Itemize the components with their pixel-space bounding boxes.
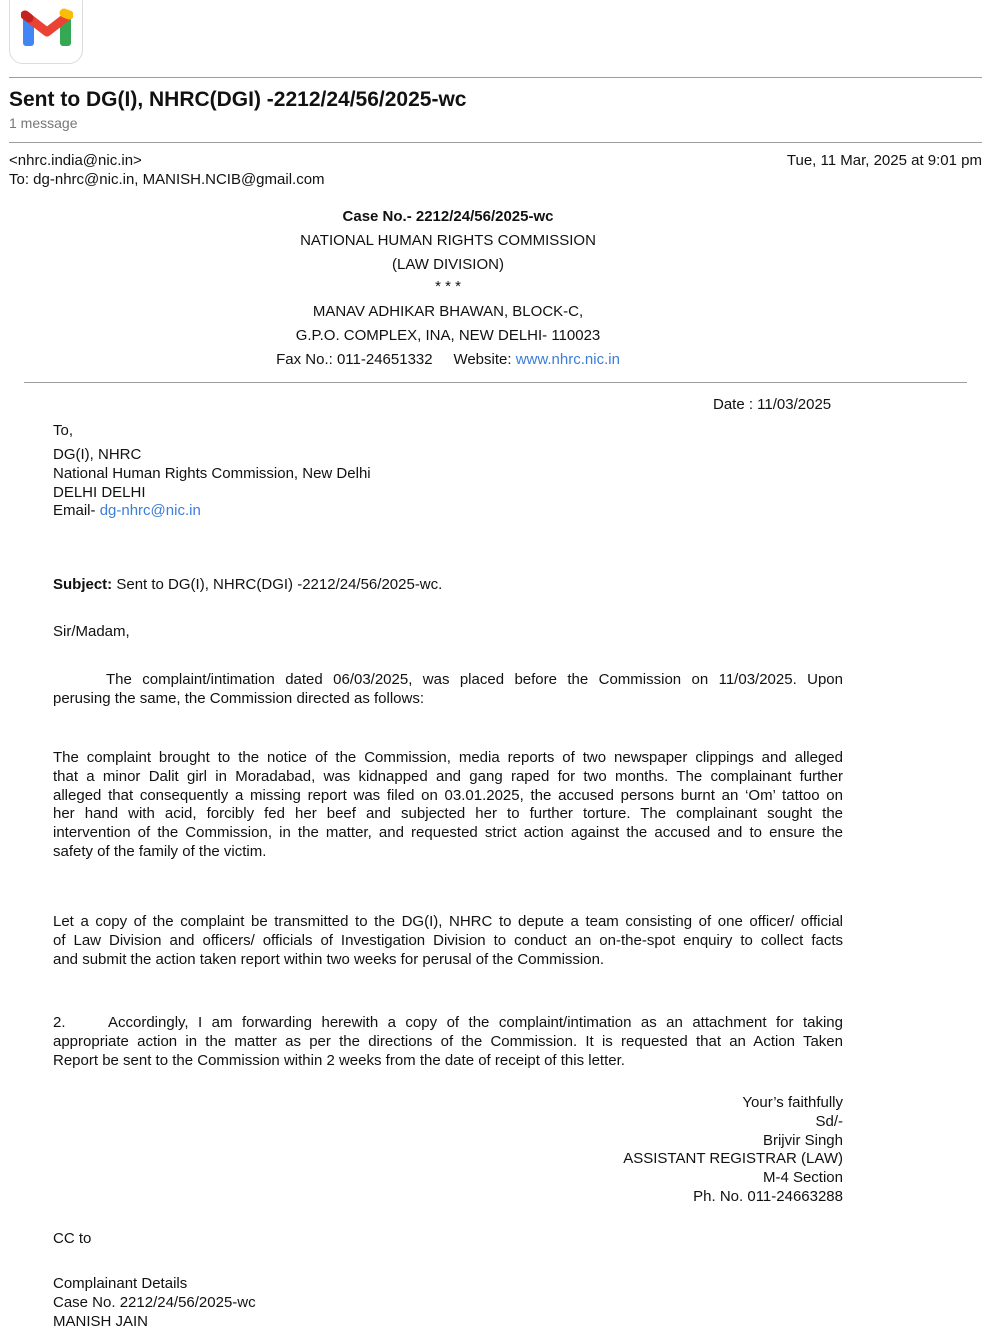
paragraph-line: Report be sent to the Commission within 2 weeks from the date of receipt of this letter. <box>53 1051 625 1069</box>
paragraph-2 <box>53 749 843 862</box>
gmail-logo <box>9 0 83 64</box>
paragraph-1 <box>53 671 843 709</box>
separator-stars: * * * <box>435 278 461 295</box>
subject-text: Sent to DG(I), NHRC(DGI) -2212/24/56/2025-wc. <box>116 576 443 593</box>
complainant-line: Case No. 2212/24/56/2025-wc <box>53 1293 256 1311</box>
subject-line <box>53 576 843 595</box>
recipient-block <box>53 446 843 521</box>
paragraph-line: that a minor Dalit girl in Moradabad, was kidnapped and gang raped for two months. The complainant further <box>53 767 843 785</box>
paragraph-line: The complaint brought to the notice of the Commission, media reports of two newspaper clippings and alleged <box>53 749 843 766</box>
letterhead-divider <box>24 382 967 383</box>
complainant-line: Complainant Details <box>53 1275 188 1292</box>
complainant-block <box>53 1275 843 1331</box>
paragraph-line: alleged that consequently a missing report was filed on 03.01.2025, the accused persons burnt an ‘Om’ tattoo on <box>53 786 843 804</box>
message-count: 1 message <box>9 115 78 131</box>
signature-block <box>623 1094 843 1207</box>
signature-line: Your’s faithfully <box>742 1094 843 1111</box>
paragraph-line: Accordingly, I am forwarding herewith a copy of the complaint/intimation as an attachment for taking <box>108 1014 843 1031</box>
paragraph-4 <box>53 1014 843 1070</box>
website-label: Website: <box>453 351 512 368</box>
to-label: To, <box>53 422 74 439</box>
signature-line: Sd/- <box>815 1112 843 1130</box>
gmail-m-icon <box>21 7 73 47</box>
header-divider <box>9 77 982 78</box>
address-line-2: G.P.O. COMPLEX, INA, NEW DELHI- 110023 <box>295 327 601 344</box>
division-name: (LAW DIVISION) <box>392 256 504 273</box>
website-link[interactable]: www.nhrc.nic.in <box>515 351 620 368</box>
complainant-line: MANISH JAIN <box>53 1312 149 1330</box>
letter-date: Date : 11/03/2025 <box>713 396 832 413</box>
paragraph-number: 2. <box>53 1014 66 1031</box>
contact-line <box>0 351 896 368</box>
paragraph-line: perusing the same, the Commission directed as follows: <box>53 689 425 707</box>
email-label: Email- <box>53 502 96 520</box>
cc-label: CC to <box>53 1230 92 1247</box>
paragraph-line: intervention of the Commission, in the matter, and requested strict action against the accused and to ensure the <box>53 824 843 842</box>
email-date: Tue, 11 Mar, 2025 at 9:01 pm <box>786 152 982 169</box>
signature-line: Ph. No. 011-24663288 <box>693 1187 843 1205</box>
signature-line: M-4 Section <box>762 1169 843 1187</box>
recipient-email-link[interactable]: dg-nhrc@nic.in <box>99 502 201 520</box>
paragraph-line: The complaint/intimation dated 06/03/2025, was placed before the Commission on 11/03/2025. Upon <box>106 671 843 688</box>
salutation: Sir/Madam, <box>53 623 130 640</box>
sender-address: <nhrc.india@nic.in> <box>9 152 142 169</box>
paragraph-line: and submit the action taken report within two weeks for perusal of the Commission. <box>53 950 605 968</box>
paragraph-line: safety of the family of the victim. <box>53 842 267 860</box>
paragraph-line: Let a copy of the complaint be transmitted to the DG(I), NHRC to depute a team consisting of one officer/ official <box>53 913 843 930</box>
paragraph-line: appropriate action in the matter as per the directions of the Commission. It is requested that an Action Taken <box>53 1032 843 1050</box>
fax-number: Fax No.: 011-24651332 <box>276 351 433 368</box>
subject-label: Subject: <box>53 576 113 593</box>
signature-line: ASSISTANT REGISTRAR (LAW) <box>623 1150 843 1168</box>
paragraph-line-numbered <box>53 1014 843 1033</box>
address-line-1: MANAV ADHIKAR BHAWAN, BLOCK-C, <box>312 303 584 320</box>
email-subject: Sent to DG(I), NHRC(DGI) -2212/24/56/2025-wc <box>9 88 467 111</box>
paragraph-line: of Law Division and officers/ officials of Investigation Division to conduct an on-the-spot enquiry to collect facts <box>53 931 843 949</box>
paragraph-3 <box>53 913 843 969</box>
recipient-line: DG(I), NHRC <box>53 446 142 463</box>
thread-divider <box>9 142 982 143</box>
paragraph-line: her hand with acid, forcibly fed her beef and subjected her to further torture. The complainant sought the <box>53 805 843 823</box>
case-number: Case No.- 2212/24/56/2025-wc <box>342 208 554 225</box>
org-name: NATIONAL HUMAN RIGHTS COMMISSION <box>300 232 596 249</box>
recipient-email-line <box>53 502 843 521</box>
recipient-line: National Human Rights Commission, New Delhi <box>53 464 371 482</box>
recipients-line: To: dg-nhrc@nic.in, MANISH.NCIB@gmail.com <box>9 171 325 188</box>
recipient-line: DELHI DELHI <box>53 483 146 501</box>
signature-line: Brijvir Singh <box>762 1131 843 1149</box>
